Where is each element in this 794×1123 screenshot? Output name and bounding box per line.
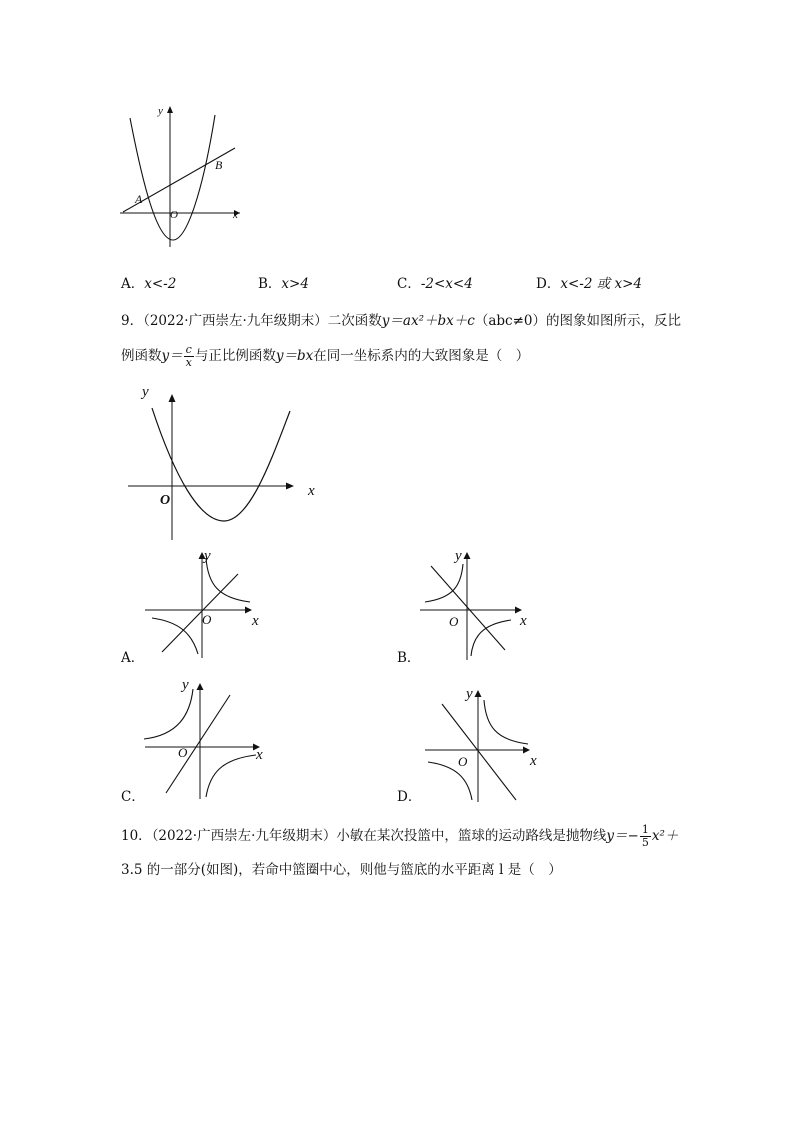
q9d-label-x: x — [530, 753, 537, 769]
q9-number: 9． — [121, 313, 144, 329]
q9a-label-origin: O — [202, 612, 212, 627]
q9-main-label-origin: O — [160, 493, 171, 508]
q9b-hyperbola-lower — [471, 620, 511, 656]
q9c-label-x: x — [256, 747, 263, 763]
q10-line1: 10．（2022·广西崇左·九年级期末）小敏在某次投篮中，篮球的运动路线是抛物线y＝− $\frac{1}{5}$ x²＋ — [121, 823, 679, 849]
q8-option-c[interactable]: C．-2<x<4 — [397, 276, 473, 292]
q9c-label-y: y — [182, 677, 189, 693]
q9a-hyperbola-upper — [206, 558, 250, 602]
q9b-label-origin: O — [449, 614, 459, 629]
q9c-hyperbola-upper — [144, 689, 193, 739]
q9-source: （2022·广西崇左·九年级期末） — [143, 313, 328, 329]
q9c-hyperbola-lower — [206, 755, 256, 797]
q9-option-b[interactable]: B． — [397, 650, 421, 666]
q8-label-a: A — [135, 192, 143, 206]
q10-fraction: $\frac{1}{5}$ — [641, 823, 649, 849]
q9-main-y-arrow — [169, 394, 176, 402]
q9-graph-a — [140, 544, 275, 662]
q9d-line — [442, 704, 516, 800]
q9-main-figure — [120, 378, 325, 543]
q9-fraction: $\frac{c}{x}$ — [185, 343, 192, 369]
q9-option-a[interactable]: A． — [121, 650, 145, 666]
q9-option-c[interactable]: C． — [121, 789, 145, 805]
q9d-y-arrow — [475, 690, 482, 697]
q9-main-label-y: y — [142, 384, 149, 400]
q8-label-y: y — [158, 105, 163, 117]
q9a-hyperbola-lower — [152, 618, 198, 654]
q9a-label-y: y — [204, 548, 211, 564]
q9d-label-y: y — [466, 686, 473, 702]
q9-line2: 例函数y＝ $\frac{c}{x}$ 与正比例函数y＝bx在同一坐标系内的大致图象是（ ） — [121, 343, 530, 369]
q9a-line — [162, 574, 238, 652]
q8-option-a[interactable]: A．x<-2 — [121, 276, 177, 292]
q9c-line — [166, 695, 230, 793]
q10-number: 10． — [121, 828, 152, 844]
q9b-label-y: y — [455, 548, 462, 564]
q9b-line — [431, 566, 505, 650]
q9d-x-arrow — [523, 747, 530, 754]
q9a-label-x: x — [252, 613, 259, 629]
q8-label-x: x — [233, 209, 238, 221]
q9b-y-arrow — [464, 552, 471, 559]
q9-graph-b — [415, 544, 550, 662]
q8-parabola — [130, 115, 215, 240]
q10-source: （2022·广西崇左·九年级期末） — [151, 828, 337, 844]
q9-main-label-x: x — [308, 483, 315, 499]
q8-option-d[interactable]: D．x<-2 或 x>4 — [536, 276, 643, 292]
q9d-hyperbola-upper — [484, 700, 528, 744]
q9c-label-origin: O — [178, 745, 188, 760]
q9-option-d[interactable]: D． — [397, 789, 422, 805]
q9a-x-arrow — [245, 607, 252, 614]
q9-graph-d — [420, 682, 555, 806]
q8-label-origin: O — [170, 209, 178, 221]
q8-label-b: B — [215, 158, 223, 172]
q9-quadratic-formula: y＝ax²＋bx＋c — [381, 313, 475, 329]
q9-line1: 9．（2022·广西崇左·九年级期末）二次函数y＝ax²＋bx＋c（abc≠0）的图象如图所示，反比 — [121, 313, 681, 329]
q9b-label-x: x — [520, 613, 527, 629]
q8-option-b[interactable]: B．x>4 — [258, 276, 309, 292]
q9d-label-origin: O — [458, 754, 468, 769]
q8-y-arrow — [167, 106, 173, 113]
q9-main-x-arrow — [286, 483, 294, 490]
q10-line2: 3.5 的一部分(如图)，若命中篮圈中心，则他与篮底的水平距离 l 是（ ） — [121, 862, 562, 878]
q9-graph-c — [140, 675, 275, 805]
q8-figure — [115, 100, 250, 250]
q9c-y-arrow — [197, 683, 204, 690]
q9-main-parabola — [152, 408, 290, 521]
